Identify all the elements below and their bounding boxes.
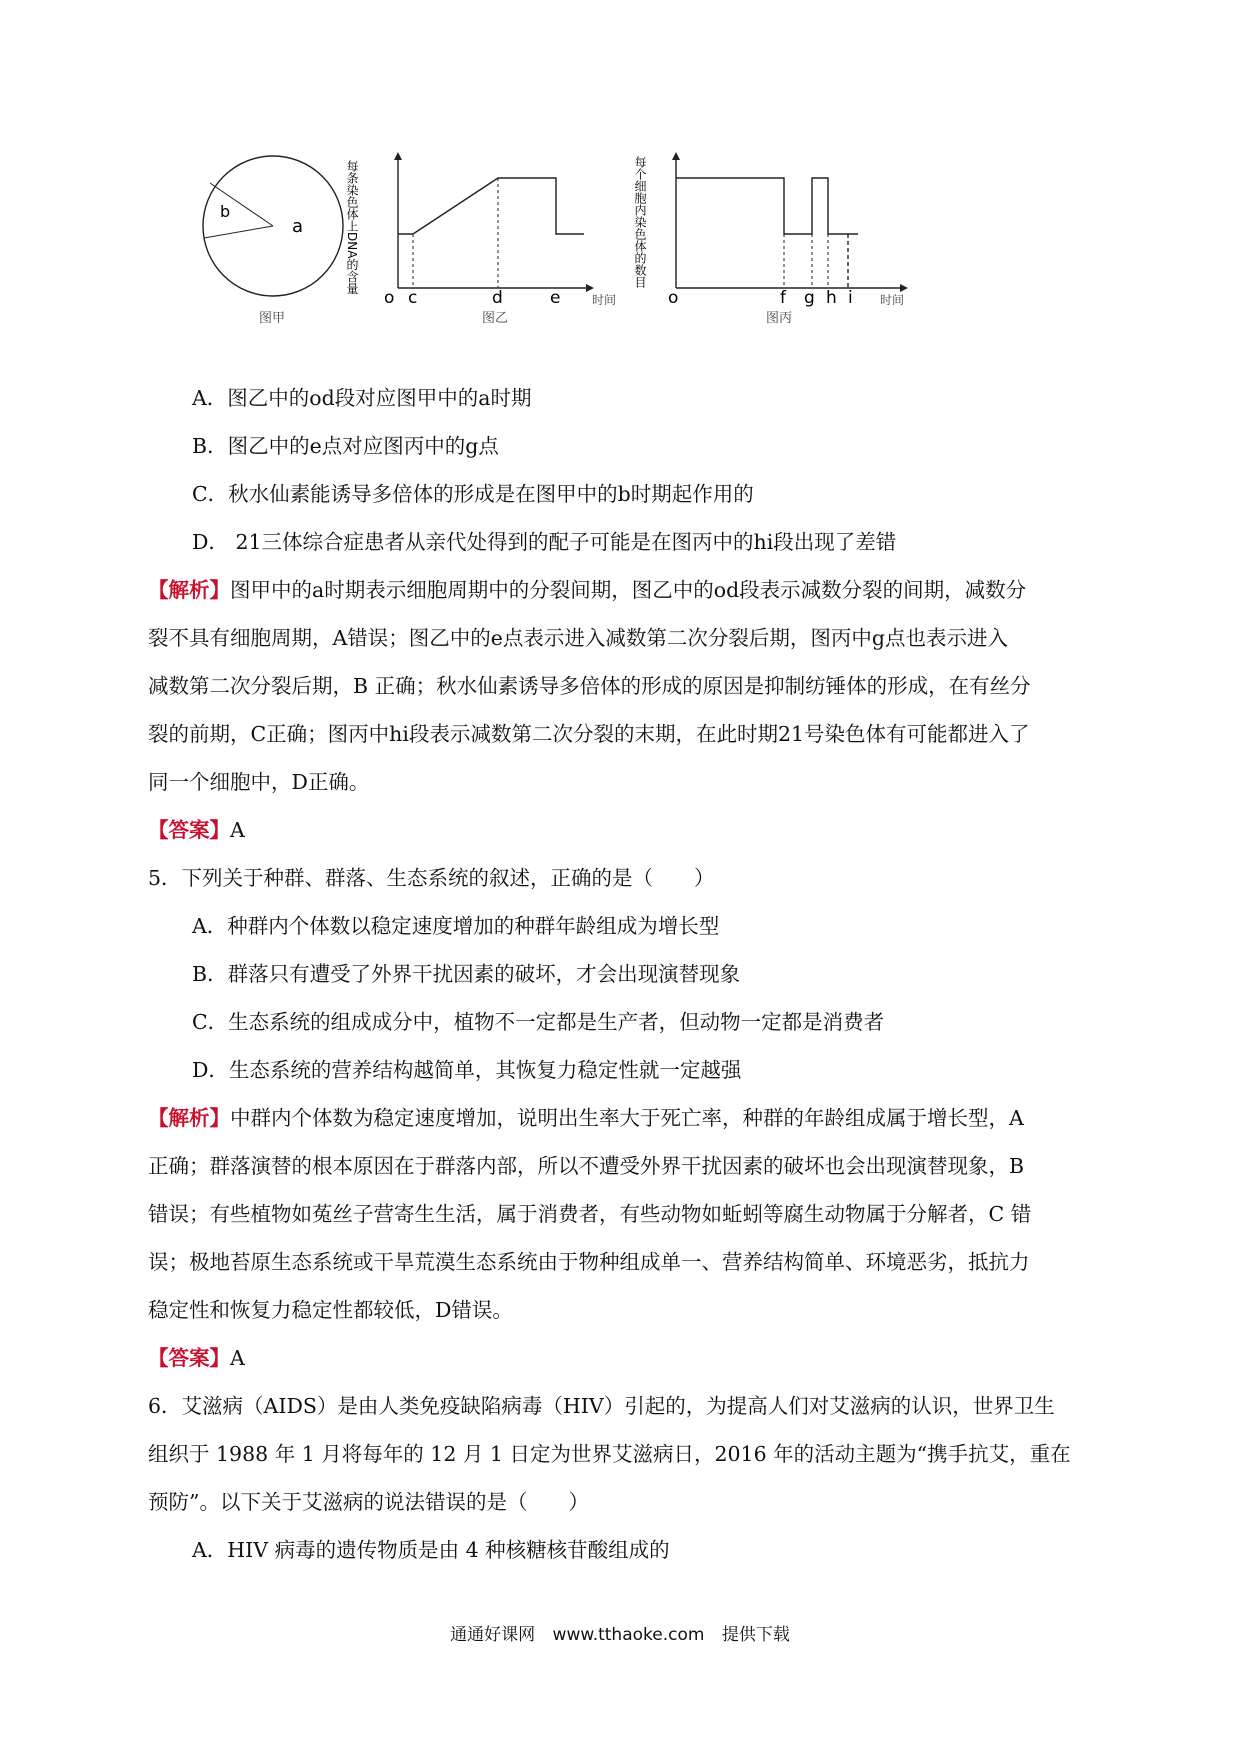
- yi-xlabel: 时间: [592, 293, 617, 307]
- q5-option-a: A．种群内个体数以稳定速度增加的种群年龄组成为增长型: [192, 914, 720, 938]
- footer-site: 通通好课网: [450, 1625, 536, 1645]
- yi-point-o: o: [384, 288, 395, 308]
- bing-point-h: h: [826, 288, 837, 308]
- figure-jia: [203, 156, 343, 326]
- q4-analysis-line-2: 裂不具有细胞周期，A错误；图乙中的e点表示进入减数第二次分裂后期，图丙中g点也表示进入: [148, 626, 1009, 650]
- q5-analysis-line-3: 错误；有些植物如菟丝子营寄生生活，属于消费者，有些动物如蚯蚓等腐生动物属于分解者，C 错: [148, 1202, 1032, 1226]
- bing-x-arrow: [900, 284, 908, 292]
- q4-analysis-tag: 【解析】: [148, 578, 230, 602]
- sector-label-a: a: [292, 216, 304, 237]
- bing-point-o: o: [668, 288, 679, 308]
- q5-analysis-line-2: 正确；群落演替的根本原因在于群落内部，所以不遭受外界干扰因素的破坏也会出现演替现象，B: [148, 1154, 1025, 1178]
- q5-analysis-tag: 【解析】: [148, 1106, 230, 1130]
- q6-stem-line-1: 6．艾滋病（AIDS）是由人类免疫缺陷病毒（HIV）引起的，为提高人们对艾滋病的认识，世界卫生: [148, 1394, 1055, 1418]
- q5-analysis-line-4: 误；极地苔原生态系统或干旱荒漠生态系统由于物种组成单一、营养结构简单、环境恶劣，抵抗力: [148, 1250, 1030, 1274]
- q5-analysis-line-1: 【解析】中群内个体数为稳定速度增加，说明出生率大于死亡率，种群的年龄组成属于增长型，A: [148, 1106, 1024, 1130]
- bing-curve: [676, 178, 858, 234]
- q4-option-a: A．图乙中的od段对应图甲中的a时期: [192, 386, 532, 410]
- q4-option-b: B．图乙中的e点对应图丙中的g点: [192, 434, 499, 458]
- sector-label-b: b: [220, 202, 231, 221]
- q4-option-d: D． 21三体综合症患者从亲代处得到的配子可能是在图丙中的hi段出现了差错: [192, 530, 897, 554]
- q5-option-b: B．群落只有遭受了外界干扰因素的破坏，才会出现演替现象: [192, 962, 741, 986]
- footer-note: 提供下载: [721, 1625, 790, 1645]
- bing-ylabel: 每个细胞内染色体的数目: [633, 156, 647, 288]
- q5-option-c: C．生态系统的组成成分中，植物不一定都是生产者，但动物一定都是消费者: [192, 1010, 885, 1034]
- q6-option-a: A．HIV 病毒的遗传物质是由 4 种核糖核苷酸组成的: [192, 1538, 670, 1562]
- caption-yi: 图乙: [482, 311, 509, 326]
- yi-curve: [398, 178, 584, 234]
- figure-svg: [180, 150, 1060, 365]
- q6-stem-line-3: 预防”。以下关于艾滋病的说法错误的是（ ）: [148, 1490, 589, 1514]
- q4-analysis-line-4: 裂的前期，C正确；图丙中hi段表示减数第二次分裂的末期，在此时期21号染色体有可能都进入了: [148, 722, 1030, 746]
- bing-xlabel: 时间: [880, 293, 905, 307]
- yi-point-c: c: [408, 288, 418, 308]
- q5-analysis-line-5: 稳定性和恢复力稳定性都较低，D错误。: [148, 1298, 513, 1322]
- yi-x-arrow: [586, 284, 594, 292]
- footer-url[interactable]: www.tthaoke.com: [552, 1625, 705, 1645]
- figure-bing: [633, 152, 908, 326]
- yi-y-arrow: [394, 152, 402, 160]
- q4-analysis-line-3: 减数第二次分裂后期，B 正确；秋水仙素诱导多倍体的形成的原因是抑制纺锤体的形成，在有丝分: [148, 674, 1031, 698]
- bing-point-i: i: [848, 288, 853, 308]
- q4-answer-tag: 【答案】: [148, 818, 230, 842]
- page-footer: [0, 1620, 1240, 1645]
- bing-y-arrow: [672, 152, 680, 160]
- caption-jia: 图甲: [259, 311, 286, 326]
- yi-point-d: d: [492, 288, 503, 308]
- bing-point-f: f: [780, 288, 786, 308]
- sector-line-2: [204, 226, 273, 238]
- bing-point-g: g: [804, 288, 815, 308]
- q5-answer-tag: 【答案】: [148, 1346, 230, 1370]
- q5-stem: 5．下列关于种群、群落、生态系统的叙述，正确的是（ ）: [148, 866, 715, 890]
- q4-analysis-line-1: 【解析】图甲中的a时期表示细胞周期中的分裂间期，图乙中的od段表示减数分裂的间期，减数分: [148, 578, 1027, 602]
- figure-panel: [180, 150, 1060, 365]
- yi-point-e: e: [550, 288, 561, 308]
- caption-bing: 图丙: [766, 311, 793, 326]
- q4-analysis-line-5: 同一个细胞中，D正确。: [148, 770, 370, 794]
- q6-stem-line-2: 组织于 1988 年 1 月将每年的 12 月 1 日定为世界艾滋病日，2016 年的活动主题为“携手抗艾，重在: [148, 1442, 1071, 1466]
- figure-yi: [345, 152, 616, 326]
- q4-answer: 【答案】A: [148, 818, 245, 842]
- q4-option-c: C．秋水仙素能诱导多倍体的形成是在图甲中的b时期起作用的: [192, 482, 754, 506]
- q5-option-d: D．生态系统的营养结构越简单，其恢复力稳定性就一定越强: [192, 1058, 742, 1082]
- yi-ylabel: 每条染色体上DNA的含量: [345, 160, 359, 295]
- q5-answer: 【答案】A: [148, 1346, 245, 1370]
